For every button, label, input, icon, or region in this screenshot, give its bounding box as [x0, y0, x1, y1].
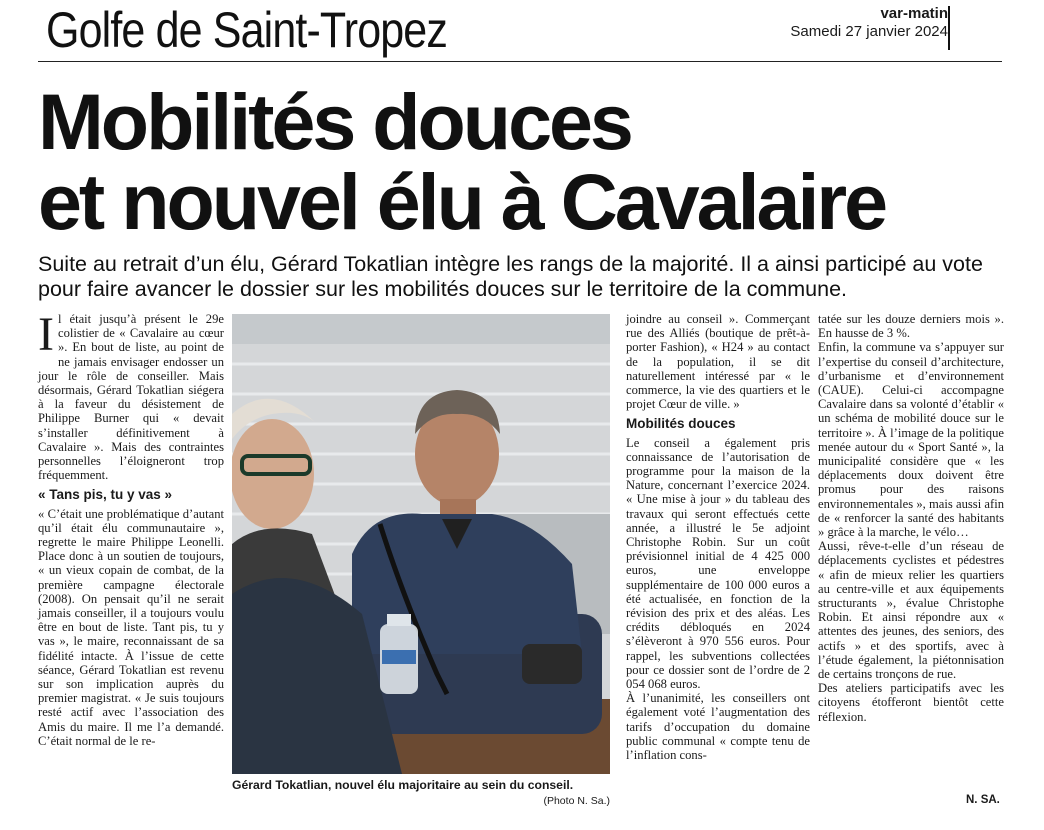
paragraph: Aussi, rêve-t-elle d’un réseau de déplacements cyclistes et pédestres « afin de mieux relier les quartiers au centre-ville et aux équipements structurants », évalue Christophe Robin. Et ainsi répondre aux « attentes des jeunes, des seniors, des actifs » et des sportifs, avec à l’étude également, la piétonnisation de certains tronçons de rue.: [818, 539, 1004, 682]
paragraph: Enfin, la commune va s’appuyer sur l’expertise du conseil d’architecture, d’urbanisme et d’environnement (CAUE). Celui-ci accompagne Cavalaire dans sa volonté d’établir « un schéma de mobilité douce sur le territoire ». À l’image de la politique menée autour du « Sport Santé », la municipalité considère que « les déplacements doux doivent être promus pour des raisons environnementales », mais aussi afin de « renforcer la santé des habitants » grâce à la marche, le vélo…: [818, 340, 1004, 540]
article-photo: [232, 314, 610, 774]
section-title: Golfe de Saint-Tropez: [46, 2, 448, 58]
photo-illustration: [232, 314, 610, 774]
headline: [38, 77, 886, 246]
paragraph: tatée sur les douze derniers mois ». En hausse de 3 %.: [818, 312, 1004, 341]
paragraph: « C’était une problématique d’autant qu’il était élu communautaire », regrette le maire Philippe Leonelli. Place donc à un soutien de toujours, « un vieux copain de combat, de la première campagne électorale (2008). On pensait qu’il ne serait jamais conseiller, il a toujours voulu être en bout de liste. Tant pis, tu y vas », le maire, reconnaissant de sa fidélité intacte. À l’issue de cette séance, Gérard Tokatlian est revenu sur son implication auprès du premier magistrat. « Je suis toujours resté actif avec l’association des Amis du maire. Il me l’a demandé. C’était normal de le re-: [38, 506, 224, 748]
publication-date: Samedi 27 janvier 2024: [790, 23, 948, 40]
photo-credit: (Photo N. Sa.): [543, 795, 610, 807]
paragraph: l était jusqu’à présent le 29e colistier de « Cavalaire au cœur ». En bout de liste, au point de ne jamais envisager endosser un jour le rôle de conseiller. Mais désormais, Gérard Tokatlian siégera à la faveur du désistement de Philippe Burner qui « devait s’installer définitivement à Cavalaire ». Mais des contraintes personnelles l’éloigneront trop fréquemment.: [38, 312, 224, 483]
author-signature: N. SA.: [966, 794, 1000, 806]
paragraph: joindre au conseil ». Commerçant rue des Alliés (boutique de prêt-à-porter Fashion), « H24 » au contact de la population, il se dit naturellement intéressé par « le commerce, la vie des quartiers et le projet Cœur de ville. »: [626, 312, 810, 412]
headline-line-2: et nouvel élu à Cavalaire: [38, 157, 886, 246]
subheading: « Tans pis, tu y vas »: [38, 487, 173, 503]
paragraph: À l’unanimité, les conseillers ont également voté l’augmentation des tarifs d’occupation du domaine public communal « compte tenu de l’inflation cons-: [626, 691, 810, 763]
header-divider: [948, 6, 950, 50]
article-column-1: [38, 308, 224, 748]
header-rule: [38, 61, 1002, 62]
paragraph: Le conseil a également pris connaissance de l’autorisation de programme pour la maison de la Nature, concernant l’exercice 2024. « Une mise à jour » du tableau des travaux qui seront effectués cette année, a illustré le 5e adjoint Christophe Robin. Sur un coût prévisionnel initial de 4 425 000 euros, une enveloppe supplémentaire de 100 000 euros a été actualisée, en fonction de la révision des prix et des aléas. Les crédits débloqués en 2024 s’élèveront à 970 556 euros. Pour rappel, les subventions collectées pour ce dossier sont de l’ordre de 2 054 068 euros.: [626, 435, 810, 692]
photo-caption: Gérard Tokatlian, nouvel élu majoritaire au sein du conseil.: [232, 778, 574, 792]
article-column-4: [818, 312, 1004, 724]
lede: Suite au retrait d’un élu, Gérard Tokatlian intègre les rangs de la majorité. Il a ainsi participé au vote pour faire avancer le dossier sur les mobilités douces sur le territoire de la commune.: [38, 252, 983, 301]
newspaper-brand: var-matin: [880, 5, 948, 22]
paragraph: Des ateliers participatifs avec les citoyens étofferont bientôt cette réflexion.: [818, 681, 1004, 724]
subheading: Mobilités douces: [626, 416, 736, 432]
article-column-3: [626, 312, 810, 762]
drop-cap: I: [38, 308, 54, 361]
headline-line-1: Mobilités douces: [38, 77, 631, 166]
